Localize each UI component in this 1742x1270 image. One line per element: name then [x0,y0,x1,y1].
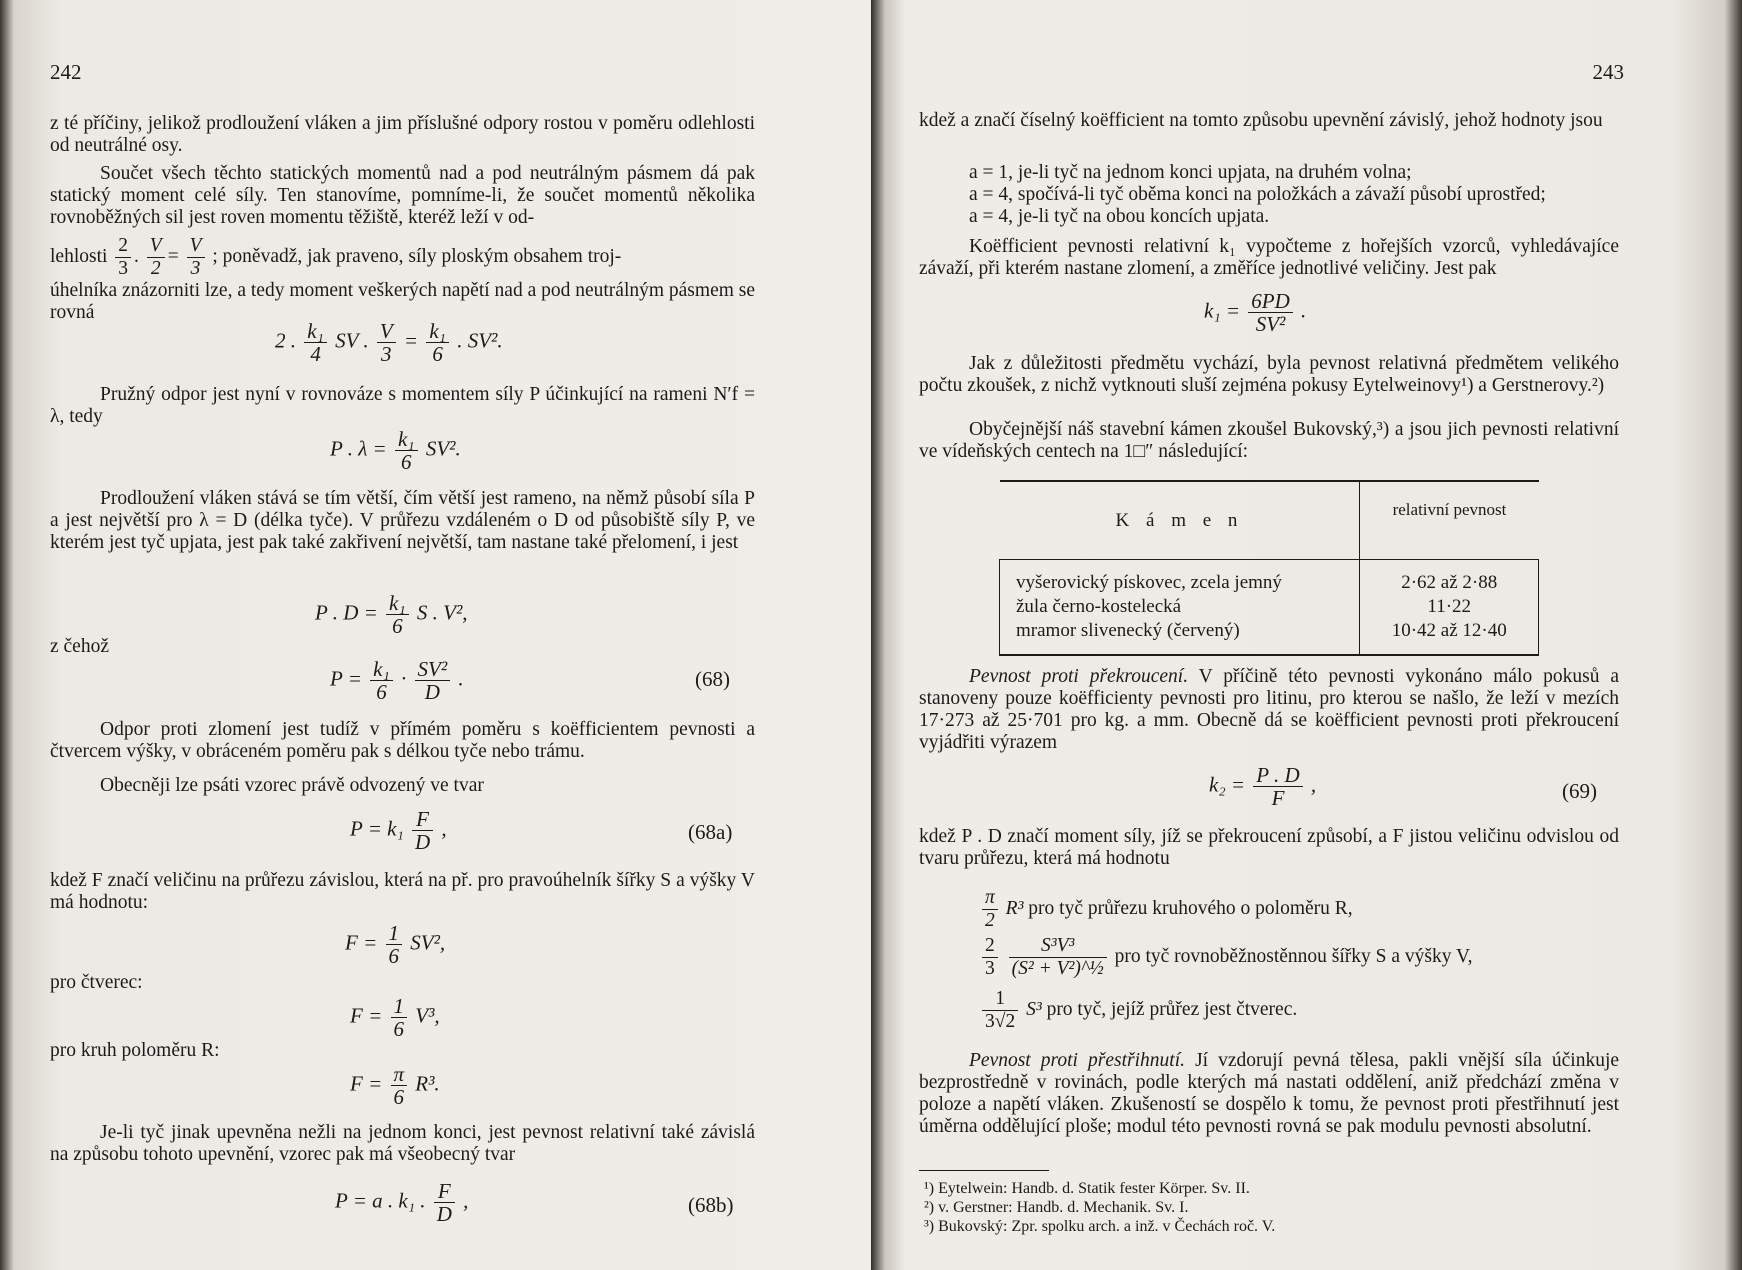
table-cell: 10·42 až 12·40 [1360,619,1539,655]
paragraph: kdež a značí číselný koëfficient na tomto způsobu upevnění závislý, jehož hodnoty jsou [919,110,1603,131]
paragraph: Obecněji lze psáti vzorec právě odvozený ve tvar [100,775,484,796]
equation: P = k₁ $\frac{F}{D}$ , [350,807,447,854]
strength-table [999,480,1539,656]
formula-line: $\frac{\pi}{2}$ R³ pro tyč průřezu kruhového o poloměru R, [979,887,1353,932]
equation: k₁ = $\frac{6PD}{\text{SV²}}$ . [1204,289,1307,336]
table-row [1000,619,1539,655]
paragraph: úhelníka znázorniti lze, a tedy moment veškerých napětí nad a pod neutrálným pásmem se rovná [50,280,756,323]
case-line: a = 1, je-li tyč na jednom konci upjata, na druhém volna; [969,162,1412,183]
equation: 2 . $\frac{\text{k₁}}{4}$ SV . $\frac{V}{3}$ = $\frac{\text{k₁}}{6}$ . SV². [275,319,503,366]
equation-number: (68a) [688,820,733,844]
label: pro kruh poloměru R: [50,1040,220,1061]
paragraph: kdež P . D značí moment síly, jíž se překroucení způsobí, a F jistou veličinu odvislou od tvaru průřezu, která má hodnotu [919,826,1619,869]
fraction: $\frac{2}{3}$ [115,235,131,280]
paragraph: Součet všech těchto statických momentů nad a pod neutrálným pásmem dá pak statický moment celé síly. Ten stanovíme, pomníme-li, že součet momentů několika rovnoběžných sil jest roven momentu těžiště, kteréž leží v od- [50,163,755,228]
paragraph: Pružný odpor jest nyní v rovnováze s momentem síly P účinkující na rameni N′f = λ, tedy [50,384,755,427]
table-cell: 2·62 až 2·88 [1360,560,1539,596]
equation: F = $\frac{1}{6}$ SV², [345,921,446,968]
table-header-row [1000,481,1539,560]
paragraph: Je-li tyč jinak upevněna nežli na jednom konci, jest pevnost relativní také závislá na způsobu tohoto upevnění, vzorec pak má všeobecný tvar [50,1122,755,1165]
fraction: $\frac{V}{2}$ [147,235,165,280]
equation: F = $\frac{\pi}{6}$ R³. [350,1062,440,1109]
fraction: $\frac{V}{3}$ [187,235,205,280]
section-title: Pevnost proti překroucení. [969,666,1189,687]
paragraph: z té příčiny, jelikož prodloužení vláken a jim příslušné odpory rostou v poměru odlehlosti od neutrálné osy. [50,113,755,156]
footnote-rule [919,1170,1049,1171]
paragraph: Odpor proti zlomení jest tudíž v přímém poměru s koëfficientem pevnosti a čtvercem výšky, v obráceném poměru pak s délkou tyče nebo trámu. [50,719,755,762]
equation-number: (68b) [688,1193,734,1217]
table-cell: žula černo-kostelecká [1000,595,1360,619]
table-cell: 11·22 [1360,595,1539,619]
section-title: Pevnost proti přestřihnutí. [969,1050,1185,1071]
table-cell: mramor slivenecký (červený) [1000,619,1360,655]
paragraph: Koëfficient pevnosti relativní k₁ vypočteme z hořejších vzorců, vyhledávajíce závaží, při kterém nastane zlomení, a změříce jednotlivé veličiny. Jest pak [919,236,1619,279]
left-page [0,0,868,1270]
equation-number: (68) [695,667,730,691]
case-line: a = 4, spočívá-li tyč oběma konci na položkách a závaží působí uprostřed; [969,184,1546,205]
equation: F = $\frac{1}{6}$ V³, [350,994,440,1041]
equation: P . D = $\frac{\text{k₁}}{6}$ S . V², [315,591,468,638]
label: z čehož [50,636,109,657]
table-header: relativní pevnost [1360,481,1539,560]
equation: k₂ = $\frac{P . D}{F}$ , [1209,763,1317,810]
case-line: a = 4, je-li tyč na obou koncích upjata. [969,206,1270,227]
page-number: 242 [50,60,82,84]
footnote: ²) v. Gerstner: Handb. d. Mechanik. Sv. I. [924,1199,1189,1216]
paragraph: Obyčejnější náš stavební kámen zkoušel Bukovský,³) a jsou jich pevnosti relativní ve vídeňských centech na 1□″ následující: [919,419,1619,462]
equation: P = $\frac{\text{k₁}}{6}$ · $\frac{\text{SV²}}{D}$ . [330,657,464,704]
paragraph: Pevnost proti překroucení. V příčině této pevnosti vykonáno málo pokusů a stanoveny pouze koëfficienty pevnosti pro litinu, pro kterou se našlo, že leží v mezích 17·273 až 25·701 pro kg. a mm. Obecně dá se koëfficient pevnosti proti překroucení vyjádřiti výrazem [919,666,1619,753]
table-row [1000,595,1539,619]
formula-line: $\frac{1}{3√2}$ S³ pro tyč, jejíž průřez jest čtverec. [979,988,1297,1033]
equation: P . λ = $\frac{\text{k₁}}{6}$ SV². [330,427,461,474]
footnote: ¹) Eytelwein: Handb. d. Statik fester Körper. Sv. II. [924,1180,1250,1197]
right-page [874,0,1742,1270]
page-number: 243 [1592,60,1624,84]
paragraph: kdež F značí veličinu na průřezu závislou, která na př. pro pravoúhelník šířky S a výšky V má hodnotu: [50,870,755,913]
table-cell: vyšerovický pískovec, zcela jemný [1000,560,1360,596]
paragraph: Prodloužení vláken stává se tím větší, čím větší jest rameno, na němž působí síla P a jest největší pro λ = D (délka tyče). V průřezu vzdáleném o D od působiště síly P, ve kterém jest tyč upjata, jest pak také zakřivení největší, tam nastane také přelomení, i jest [50,488,755,553]
label: pro čtverec: [50,972,143,993]
paragraph: Jak z důležitosti předmětu vychází, byla pevnost relativná předmětem velikého počtu zkoušek, z nichž vytknouti sluší zejména pokusy Eytelweinovy¹) a Gerstnerovy.²) [919,353,1619,396]
formula-line: $\frac{2}{3}$ $\frac{\text{S³V³}}{\text{(S² + V²)\textasciicircum{}½}}$ pro tyč rovnoběžnostěnnou šířky S a výšky V, [979,935,1472,980]
table-row [1000,560,1539,596]
equation: P = a . k₁ . $\frac{F}{D}$ , [335,1179,469,1226]
table-header: K á m e n [1000,481,1360,560]
paragraph: Pevnost proti přestřihnutí. Jí vzdorují pevná tělesa, pakli vnější síla účinkuje bezprostředně v rovinách, podle kterých má nastati oddělení, aniž předchází změna v poloze a napětí vláken. Zkušeností se dospělo k tomu, že pevnost proti přestřihnutí jest úměrna oddělující ploše; modul této pevnosti rovná se pak modulu pevnosti absolutní. [919,1050,1620,1137]
footnote: ³) Bukovský: Zpr. spolku arch. a inž. v Čechách roč. V. [924,1218,1276,1235]
paragraph-with-fractions: lehlosti $\frac{2}{3}$ . $\frac{V}{2}$ = $\frac{V}{3}$ ; poněvadž, jak praveno, síly ploským obsahem troj- [50,235,622,279]
equation-number: (69) [1562,779,1597,803]
